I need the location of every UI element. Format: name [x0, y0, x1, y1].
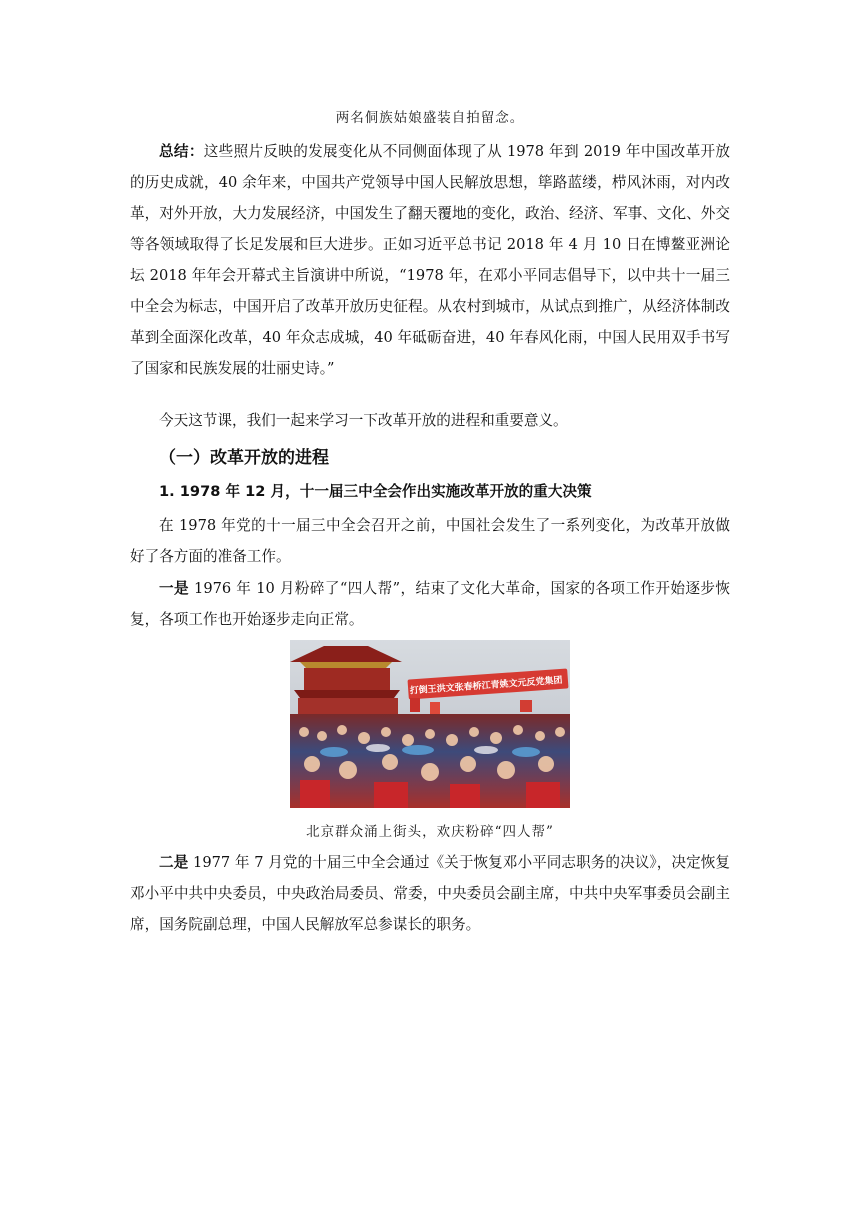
point-one-paragraph	[130, 573, 730, 635]
image-caption-top: 两名侗族姑娘盛装自拍留念。	[335, 110, 525, 126]
summary-text: 这些照片反映的发展变化从不同侧面体现了从 1978 年到 2019 年中国改革开放的历史成就，40 余年来，中国共产党领导中国人民解放思想，筚路蓝缕，栉风沐雨，对内改革，对外开放，大力发展经济，中国发生了翻天覆地的变化，政治、经济、军事、文化、外交等各领域取得了长足发展和巨大进步。正如习近平总书记 2018 年 4 月 10 日在博鳌亚洲论坛 2018 年年会开幕式主旨演讲中所说，“1978 年，在邓小平同志倡导下，以中共十一届三中全会为标志，中国开启了改革开放历史征程。从农村到城市，从试点到推广，从经济体制改革到全面深化改革，40 年众志成城，40 年砥砺奋进，40 年春风化雨，中国人民用双手书写了国家和民族发展的壮丽史诗。”	[130, 143, 730, 377]
crowd-photo-illustration	[290, 640, 570, 808]
photo-caption: 北京群众涌上街头，欢庆粉碎“四人帮”	[306, 824, 554, 840]
point-one-text: 1976 年 10 月粉碎了“四人帮”，结束了文化大革命，国家的各项工作开始逐步恢复，各项工作也开始逐步走向正常。	[130, 580, 730, 628]
crowd-celebration-photo	[290, 640, 570, 808]
point-two-lead: 二是	[159, 854, 189, 871]
summary-paragraph	[130, 136, 730, 384]
summary-lead: 总结：	[159, 143, 204, 160]
banner-text: 打倒王洪文张春桥江青姚文元反党集团	[409, 675, 563, 697]
point-one-lead: 一是	[159, 580, 189, 597]
subheading: 1. 1978 年 12 月，十一届三中全会作出实施改革开放的重大决策	[159, 483, 592, 500]
point-two-paragraph	[130, 847, 730, 940]
point-two-text: 1977 年 7 月党的十届三中全会通过《关于恢复邓小平同志职务的决议》，决定恢复邓小平中共中央委员，中央政治局委员、常委，中央委员会副主席，中共中央军事委员会副主席，国务院副总理，中国人民解放军总参谋长的职务。	[130, 854, 730, 933]
context-paragraph: 在 1978 年党的十一届三中全会召开之前，中国社会发生了一系列变化，为改革开放做好了各方面的准备工作。	[130, 517, 730, 565]
section-heading: （一）改革开放的进程	[159, 448, 329, 468]
intro-paragraph: 今天这节课，我们一起来学习一下改革开放的进程和重要意义。	[159, 412, 568, 429]
